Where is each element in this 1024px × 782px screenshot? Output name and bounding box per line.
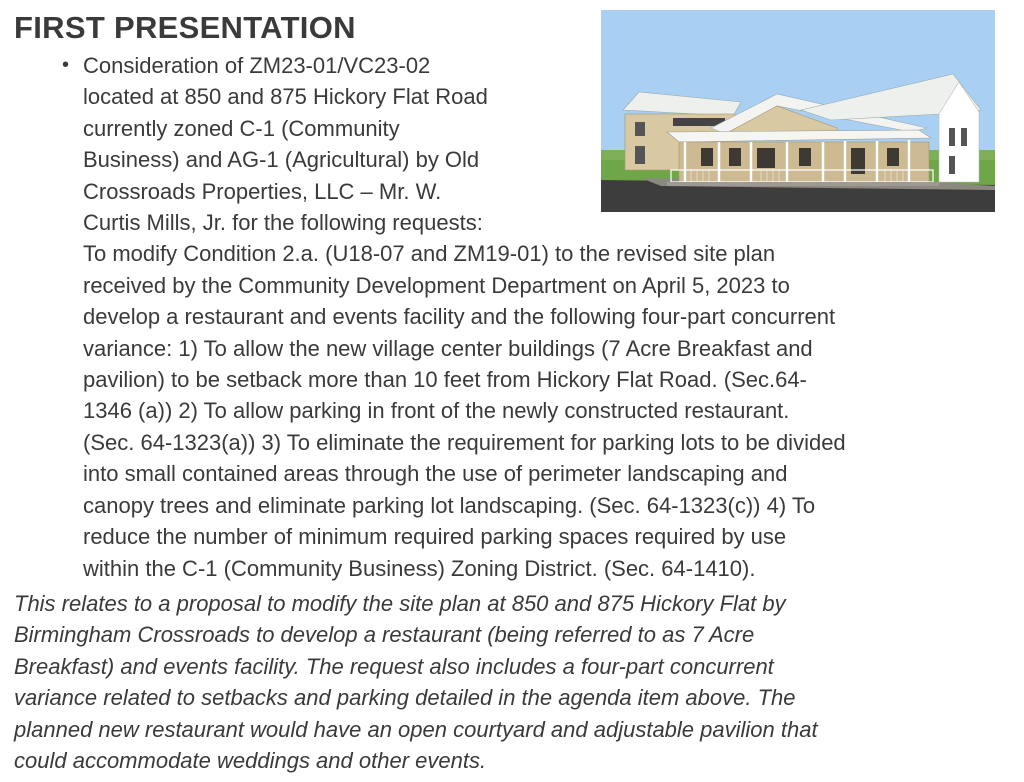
agenda-line: received by the Community Development Department on April 5, 2023 to [83, 272, 790, 298]
agenda-line: Consideration of ZM23-01/VC23-02 [83, 53, 431, 78]
note-line: planned new restaurant would have an open courtyard and adjustable pavilion that [14, 716, 818, 742]
agenda-line: pavilion) to be setback more than 10 feet from Hickory Flat Road. (Sec.64- [83, 367, 807, 393]
agenda-line: 1346 (a)) 2) To allow parking in front of the newly constructed restaurant. [83, 398, 790, 424]
note-line: Birmingham Crossroads to develop a restaurant (being referred to as 7 Acre [14, 622, 755, 648]
note-line: Breakfast) and events facility. The request also includes a four-part concurrent [14, 653, 774, 679]
agenda-line: located at 850 and 875 Hickory Flat Road [83, 84, 488, 110]
agenda-line: develop a restaurant and events facility and the following four-part concurrent [83, 304, 836, 330]
agenda-line: into small contained areas through the use of perimeter landscaping and [83, 461, 788, 487]
agenda-line: currently zoned C-1 (Community [83, 115, 400, 141]
agenda-line: Business) and AG-1 (Agricultural) by Old [83, 147, 480, 173]
agenda-line: reduce the number of minimum required parking spaces required by use [83, 524, 787, 550]
agenda-line: To modify Condition 2.a. (U18-07 and ZM19-01) to the revised site plan [83, 241, 776, 267]
list-bullet: • [62, 54, 70, 76]
agenda-line: Crossroads Properties, LLC – Mr. W. [83, 178, 442, 204]
agenda-line: canopy trees and eliminate parking lot landscaping. (Sec. 64-1323(c)) 4) To [83, 492, 816, 518]
agenda-line: (Sec. 64-1323(a)) 3) To eliminate the requirement for parking lots to be divided [83, 429, 846, 455]
note-line: could accommodate weddings and other events. [14, 748, 487, 774]
agenda-item-text [83, 50, 1013, 584]
page-title: FIRST PRESENTATION [14, 10, 356, 45]
agenda-line: variance: 1) To allow the new village center buildings (7 Acre Breakfast and [83, 335, 813, 361]
agenda-line: within the C-1 (Community Business) Zoning District. (Sec. 64-1410). [83, 555, 756, 581]
note-line: This relates to a proposal to modify the site plan at 850 and 875 Hickory Flat by [14, 591, 786, 616]
note-line: variance related to setbacks and parking detailed in the agenda item above. The [14, 685, 796, 711]
agenda-line: Curtis Mills, Jr. for the following requests: [83, 210, 483, 236]
summary-note [14, 588, 1014, 776]
